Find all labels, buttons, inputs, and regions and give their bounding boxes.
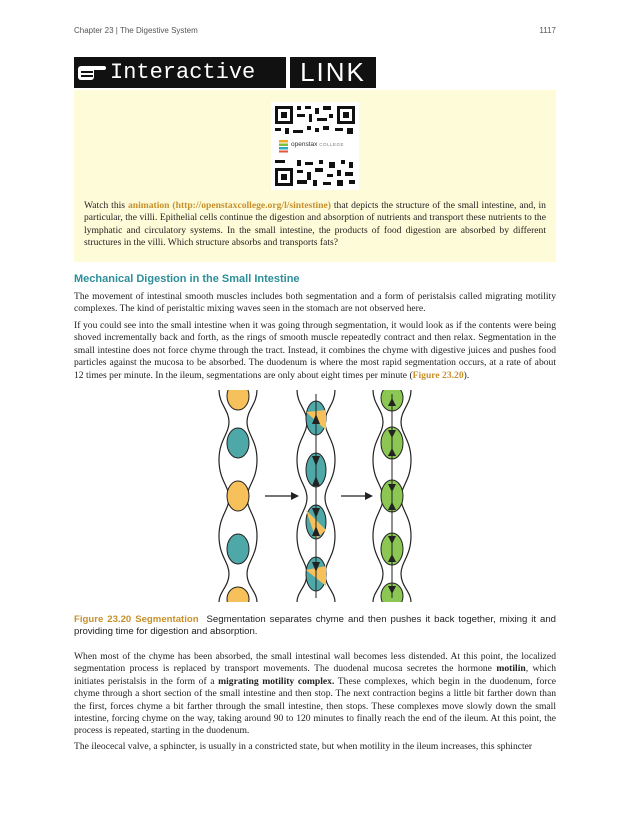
segmentation-column-2	[297, 390, 335, 602]
term-motilin: motilin	[496, 663, 526, 675]
section-heading: Mechanical Digestion in the Small Intestine	[74, 273, 300, 285]
banner-interactive-block	[74, 57, 286, 88]
running-header-page-number: 1117	[539, 26, 556, 35]
paragraph-segmentation	[74, 320, 556, 382]
banner-link-text: LINK	[300, 57, 366, 87]
pointing-hand-icon	[74, 57, 110, 88]
segmentation-figure	[205, 390, 425, 602]
banner-interactive-text: Interactive	[110, 60, 256, 85]
interactive-link-banner	[74, 57, 376, 88]
qr-brand-suffix: COLLEGE	[319, 142, 344, 147]
interactive-link-text	[84, 200, 546, 250]
figure-reference-link[interactable]: Figure 23.20	[412, 369, 464, 381]
segmentation-column-1	[219, 390, 257, 602]
paragraph-motility-c: These complexes, which begin in the duodenum, force chyme through a short section of the small intestine and then stop. The next contraction begins a little bit farther down than the first, forces chyme a bit farther through the small intestine, then stops. These complexes move slowly down the small intestine, forcing chyme on the way, taking around 90 to 120 minutes to finally reach the end of the ileum. At this point, the process is repeated, starting in the duodenum.	[74, 675, 556, 737]
paragraph-segmentation-end: ).	[463, 369, 470, 381]
interactive-link-text-pre: Watch this	[84, 200, 128, 211]
paragraph-motility-a: When most of the chyme has been absorbed, the small intestinal wall becomes less distended. At this point, the localized segmentation process is replaced by transport movements. The duodenal mucosa secretes the hormone	[74, 651, 556, 675]
term-migrating-motility-complex: migrating motility complex.	[218, 675, 335, 687]
qr-brand-label	[291, 141, 344, 148]
paragraph-ileocecal: The ileocecal valve, a sphincter, is usually in a constricted state, but when motility in the ileum increases, this sphincter	[74, 741, 533, 752]
paragraph-peristalsis: The movement of intestinal smooth muscles includes both segmentation and a form of peristalsis called migrating motility complexes. The kind of peristaltic mixing waves seen in the stomach are not observed here.	[74, 291, 556, 315]
segmentation-column-3	[373, 390, 411, 602]
interactive-link-text-post: that depicts the structure of the small intestine, and, in particular, the villi. Epithelial cells continue the digestion and absorption of nutrients and transport these nutrients to the lymphatic and circulatory systems. In the small intestine, the products of food digestion are absorbed by different structures in the villi. Which structure absorbs and transports fats?	[84, 200, 546, 249]
figure-label: Figure 23.20 Segmentation	[74, 614, 199, 625]
banner-link-block	[290, 57, 376, 88]
qr-brand-name: openstax	[291, 141, 318, 148]
paragraph-motility	[74, 651, 556, 738]
figure-caption	[74, 614, 556, 639]
paragraph-motility-b: , which initiates peristalsis in the form of a	[74, 663, 556, 687]
running-header-chapter: Chapter 23 | The Digestive System	[74, 26, 198, 35]
animation-link[interactable]: animation (http://openstaxcollege.org/l/sintestine)	[127, 200, 331, 211]
paragraph-segmentation-text: If you could see into the small intestine when it was going through segmentation, it would look as if the contents were being shoved incrementally back and forth, as the rings of smooth muscle repeatedly contract and then relax. Segmentation in the small intestine does not force chyme through the tract. Instead, it combines the chyme with digestive juices and pushes food particles against the mucosa to be absorbed. The duodenum is where the most rapid segmentation occurs, at a rate of about 12 times per minute. In the ileum, segmentations are only about eight times per minute (	[74, 320, 556, 381]
figure-caption-text: Segmentation separates chyme and then pushes it back together, mixing it and providing time for digestion and absorption.	[74, 614, 556, 638]
